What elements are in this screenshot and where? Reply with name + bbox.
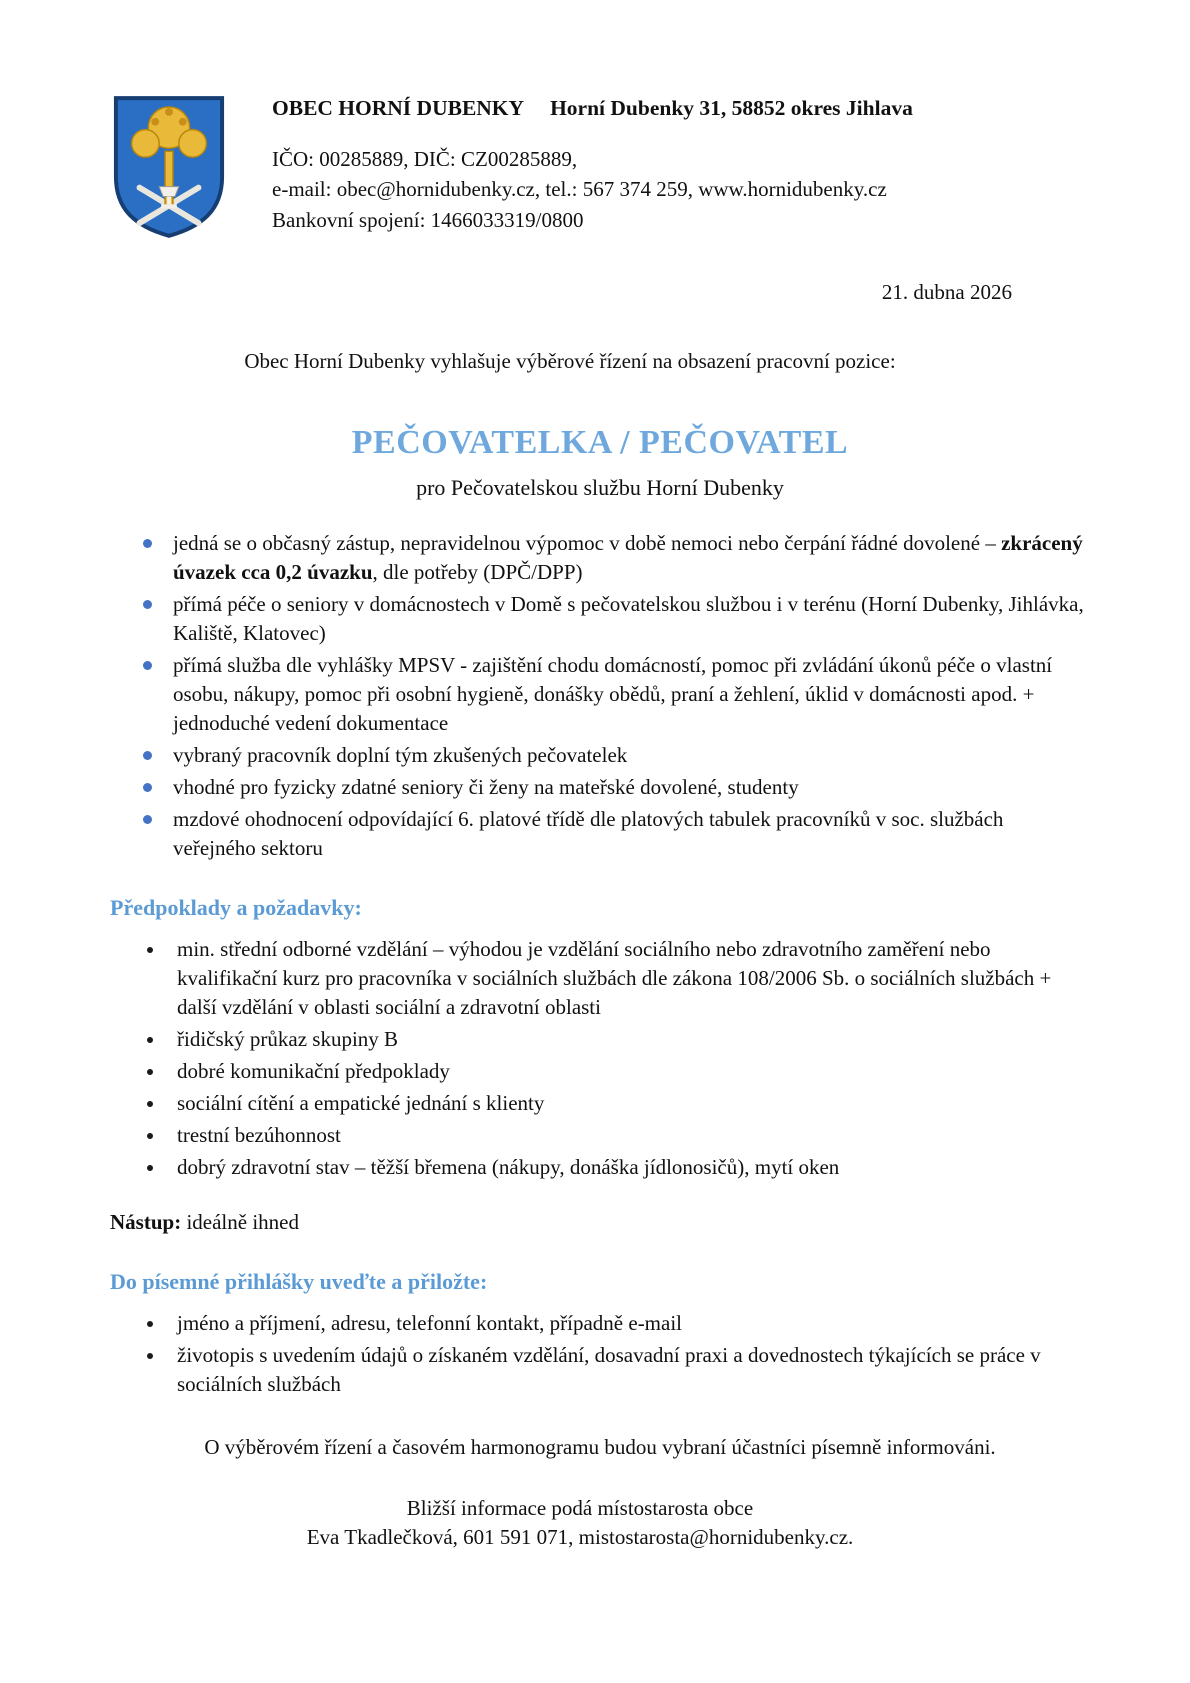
- list-item-text: min. střední odborné vzdělání – výhodou je vzdělání sociálního nebo zdravotního zaměření nebo kvalifikační kurz pro pracovníka v sociálních službách dle zákona 108/2006 Sb. o sociálních službách + další vzdělání v oblasti sociální a zdravotní oblasti: [177, 937, 1052, 1020]
- start-date-line: [110, 1208, 1090, 1237]
- list-item-text: vybraný pracovník doplní tým zkušených pečovatelek: [173, 742, 628, 767]
- contact-info-block: [110, 1494, 1090, 1552]
- bullet-icon: [147, 1133, 153, 1139]
- list-item: [110, 773, 1090, 802]
- list-item: [110, 1341, 1090, 1399]
- list-item: [110, 741, 1090, 770]
- list-item-text: trestní bezúhonnost: [177, 1123, 341, 1147]
- bullet-icon: [147, 1321, 153, 1327]
- bullet-icon: [143, 600, 152, 609]
- org-name-line: [272, 94, 913, 124]
- application-heading: Do písemné přihlášky uveďte a přiložte:: [110, 1268, 488, 1294]
- text-segment-bold: zkrácený úvazek cca 0,2 úvazku: [173, 531, 1083, 585]
- list-item: [110, 529, 1090, 587]
- list-item-text: dobré komunikační předpoklady: [177, 1059, 450, 1084]
- list-item: [110, 1309, 1090, 1338]
- job-description-list: [110, 529, 1090, 863]
- list-item: [110, 1153, 1090, 1182]
- bullet-icon: [147, 1101, 153, 1107]
- bullet-icon: [143, 539, 152, 548]
- bullet-icon: [143, 751, 152, 760]
- list-item-text: životopis s uvedením údajů o získaném vzdělání, dosavadní praxi a dovednostech týkajících se práce v sociálních službách: [177, 1343, 1041, 1397]
- bullet-icon: [147, 1353, 153, 1359]
- list-item: [110, 1089, 1090, 1118]
- org-details: [272, 144, 913, 235]
- org-contact-line: e-mail: obec@hornidubenky.cz, tel.: 567 374 259, www.hornidubenky.cz: [272, 177, 887, 202]
- list-item-text: sociální cítění a empatické jednání s klienty: [177, 1091, 545, 1116]
- document-date: 21. dubna 2026: [881, 279, 1012, 304]
- org-bank-line: Bankovní spojení: 1466033319/0800: [272, 207, 584, 232]
- requirements-heading: Předpoklady a požadavky:: [110, 894, 362, 920]
- list-item: [110, 1121, 1090, 1150]
- list-item: [110, 1057, 1090, 1086]
- bullet-icon: [143, 815, 152, 824]
- letterhead: [110, 92, 1090, 248]
- org-id-line: IČO: 00285889, DIČ: CZ00285889,: [272, 146, 578, 171]
- list-item: [110, 651, 1090, 738]
- list-item-text: vhodné pro fyzicky zdatné seniory či ženy na mateřské dovolené, studenty: [173, 774, 799, 799]
- closing-notice: O výběrovém řízení a časovém harmonogramu budou vybraní účastníci písemně informováni.: [204, 1435, 996, 1460]
- application-list: [110, 1309, 1090, 1399]
- bullet-icon: [147, 1037, 153, 1043]
- bullet-icon: [143, 661, 152, 670]
- list-item: [110, 935, 1090, 1022]
- list-item-text: mzdové ohodnocení odpovídající 6. platové třídě dle platových tabulek pracovníků v soc. službách veřejného sektoru: [173, 806, 1004, 860]
- contact-person-line: Eva Tkadlečková, 601 591 071, mistostarosta@hornidubenky.cz.: [306, 1525, 854, 1550]
- list-item-text: dobrý zdravotní stav – těžší břemena (nákupy, donáška jídlonosičů), mytí oken: [177, 1154, 840, 1179]
- requirements-list: [110, 935, 1090, 1182]
- intro-line: Obec Horní Dubenky vyhlašuje výběrové řízení na obsazení pracovní pozice:: [244, 348, 896, 373]
- list-item-text: [173, 529, 1090, 587]
- bullet-icon: [143, 783, 152, 792]
- bullet-icon: [147, 1165, 153, 1171]
- text-segment: , dle potřeby (DPČ/DPP): [372, 560, 583, 585]
- list-item-text: řidičský průkaz skupiny B: [177, 1027, 399, 1052]
- start-date-value: ideálně ihned: [181, 1209, 299, 1234]
- list-item: [110, 590, 1090, 648]
- list-item-text: jméno a příjmení, adresu, telefonní kontakt, případně e-mail: [177, 1311, 683, 1336]
- org-name: OBEC HORNÍ DUBENKY: [272, 96, 525, 120]
- job-title: PEČOVATELKA / PEČOVATEL: [351, 423, 849, 461]
- letterhead-text: [272, 92, 913, 235]
- list-item-text: přímá péče o seniory v domácnostech v Domě s pečovatelskou službou i v terénu (Horní Dubenky, Jihlávka, Kaliště, Klatovec): [173, 592, 1084, 646]
- text-segment: jedná se o občasný zástup, nepravidelnou výpomoc v době nemoci nebo čerpání řádné dovolené –: [173, 531, 1002, 556]
- job-subtitle: pro Pečovatelskou službu Horní Dubenky: [416, 474, 784, 500]
- bullet-icon: [147, 1069, 153, 1075]
- list-item-text: přímá služba dle vyhlášky MPSV - zajištění chodu domácností, pomoc při zvládání úkonů péče o vlastní osobu, nákupy, pomoc při osobní hygieně, donášky obědů, praní a žehlení, úklid v domácnosti apod. + jednoduché vedení dokumentace: [173, 653, 1053, 735]
- bullet-icon: [147, 947, 153, 953]
- start-date-label: Nástup:: [110, 1209, 182, 1234]
- coat-of-arms-icon: [110, 92, 228, 248]
- list-item: [110, 1025, 1090, 1054]
- list-item: [110, 805, 1090, 863]
- org-address: Horní Dubenky 31, 58852 okres Jihlava: [550, 96, 913, 120]
- contact-info-line: Bližší informace podá místostarosta obce: [406, 1496, 754, 1521]
